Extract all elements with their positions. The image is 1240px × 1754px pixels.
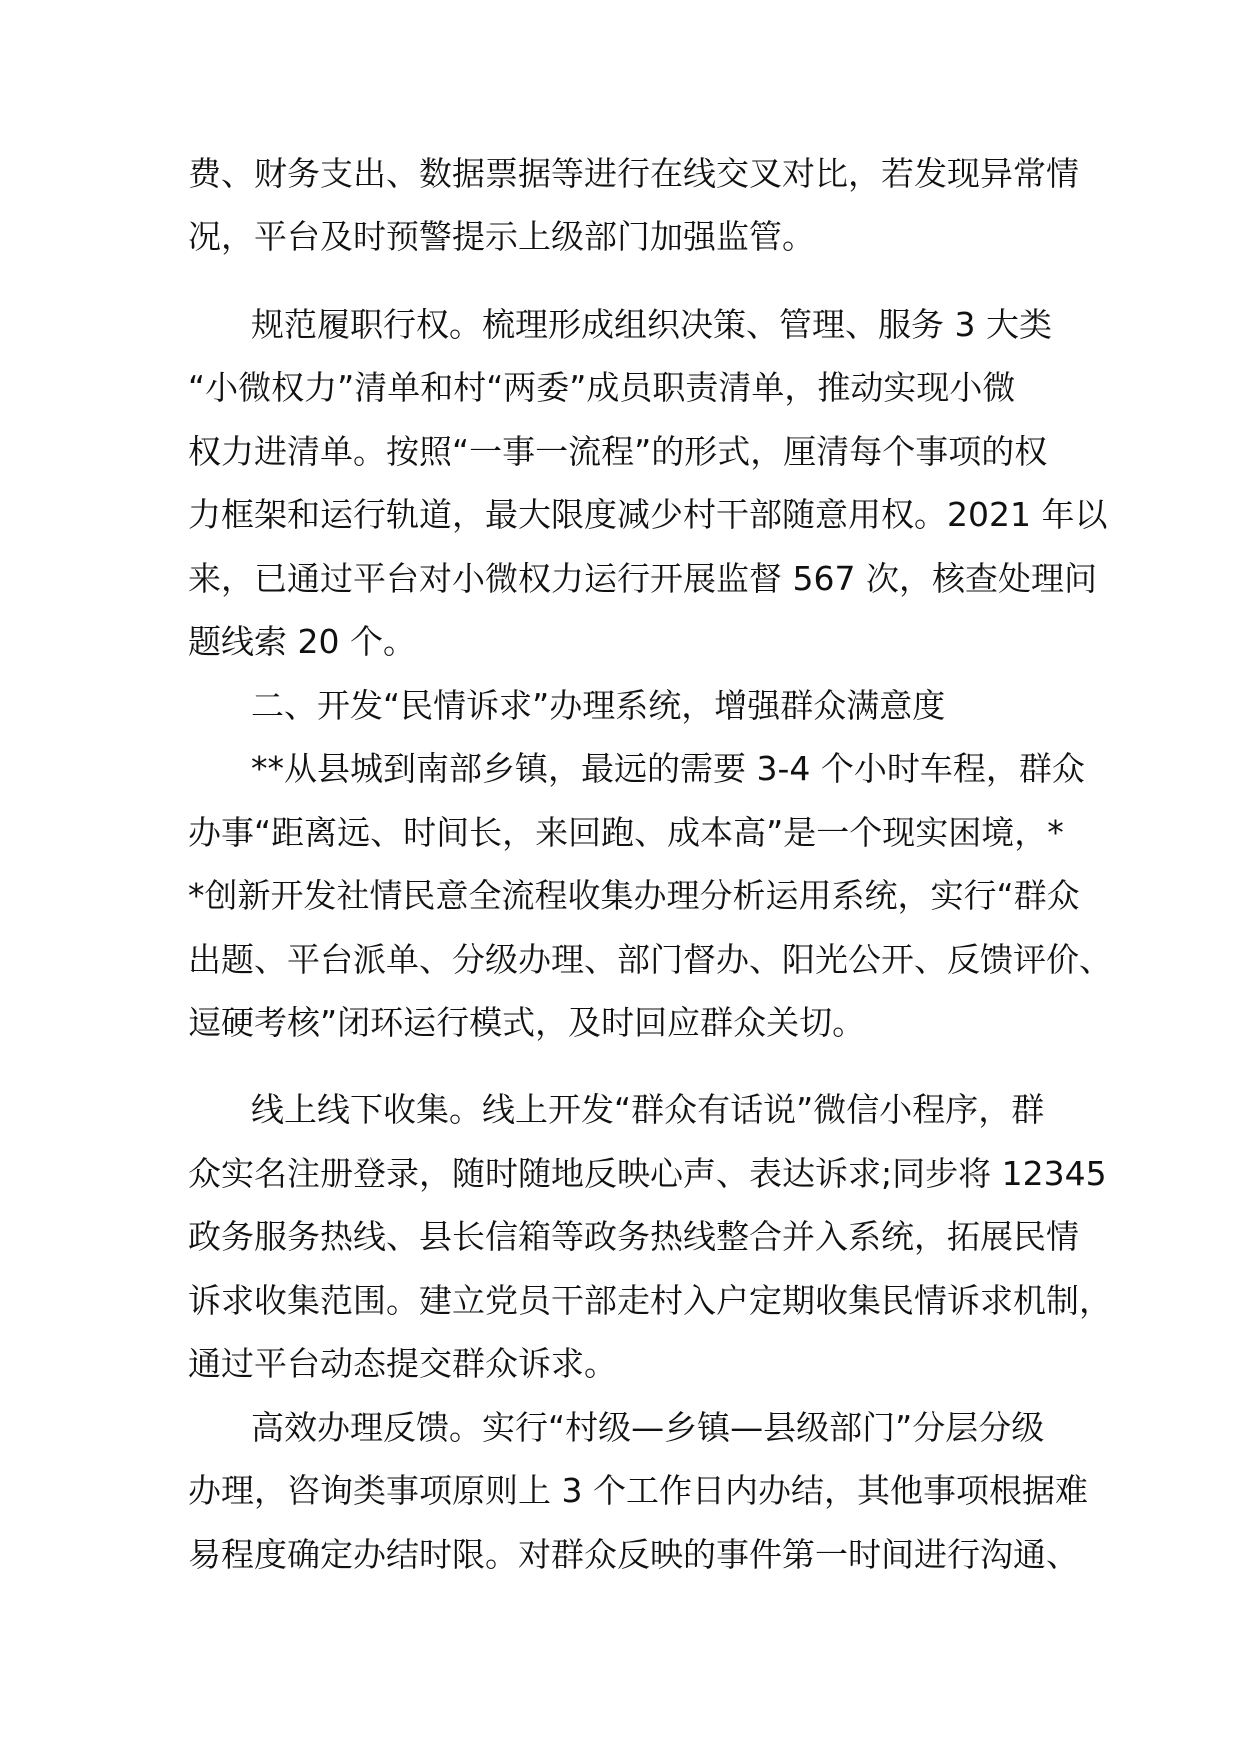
- text-line: 诉求收集范围。建立党员干部走村入户定期收集民情诉求机制，: [188, 1281, 1112, 1320]
- text-line: 况，平台及时预警提示上级部门加强监管。: [188, 217, 815, 256]
- text-line: 费、财务支出、数据票据等进行在线交叉对比，若发现异常情: [188, 154, 1079, 193]
- paragraph-start-line: 规范履职行权。梳理形成组织决策、管理、服务 3 大类: [251, 305, 1052, 344]
- text-line: 出题、平台派单、分级办理、部门督办、阳光公开、反馈评价、: [188, 940, 1112, 979]
- text-line: 题线索 20 个。: [188, 622, 416, 661]
- section-heading: 二、开发“民情诉求”办理系统，增强群众满意度: [251, 686, 946, 725]
- text-line: 通过平台动态提交群众诉求。: [188, 1344, 617, 1383]
- text-line: “小微权力”清单和村“两委”成员职责清单，推动实现小微: [188, 368, 1016, 407]
- text-line: 来，已通过平台对小微权力运行开展监督 567 次，核查处理问: [188, 559, 1097, 598]
- text-line: 逗硬考核”闭环运行模式，及时回应群众关切。: [188, 1003, 866, 1042]
- text-line: 力框架和运行轨道，最大限度减少村干部随意用权。2021 年以: [188, 495, 1108, 534]
- paragraph-start-line: 线上线下收集。线上开发“群众有话说”微信小程序，群: [251, 1090, 1045, 1129]
- text-line: *创新开发社情民意全流程收集办理分析运用系统，实行“群众: [188, 876, 1080, 915]
- text-line: 权力进清单。按照“一事一流程”的形式，厘清每个事项的权: [188, 432, 1048, 471]
- text-line: 办理，咨询类事项原则上 3 个工作日内办结，其他事项根据难: [188, 1471, 1088, 1510]
- text-line: 办事“距离远、时间长，来回跑、成本高”是一个现实困境，*: [188, 813, 1064, 852]
- text-line: 易程度确定办结时限。对群众反映的事件第一时间进行沟通、: [188, 1535, 1079, 1574]
- text-line: 政务服务热线、县长信箱等政务热线整合并入系统，拓展民情: [188, 1217, 1079, 1256]
- paragraph-start-line: **从县城到南部乡镇，最远的需要 3-4 个小时车程，群众: [251, 749, 1085, 788]
- paragraph-start-line: 高效办理反馈。实行“村级—乡镇—县级部门”分层分级: [251, 1408, 1045, 1447]
- text-line: 众实名注册登录，随时随地反映心声、表达诉求;同步将 12345: [188, 1154, 1107, 1193]
